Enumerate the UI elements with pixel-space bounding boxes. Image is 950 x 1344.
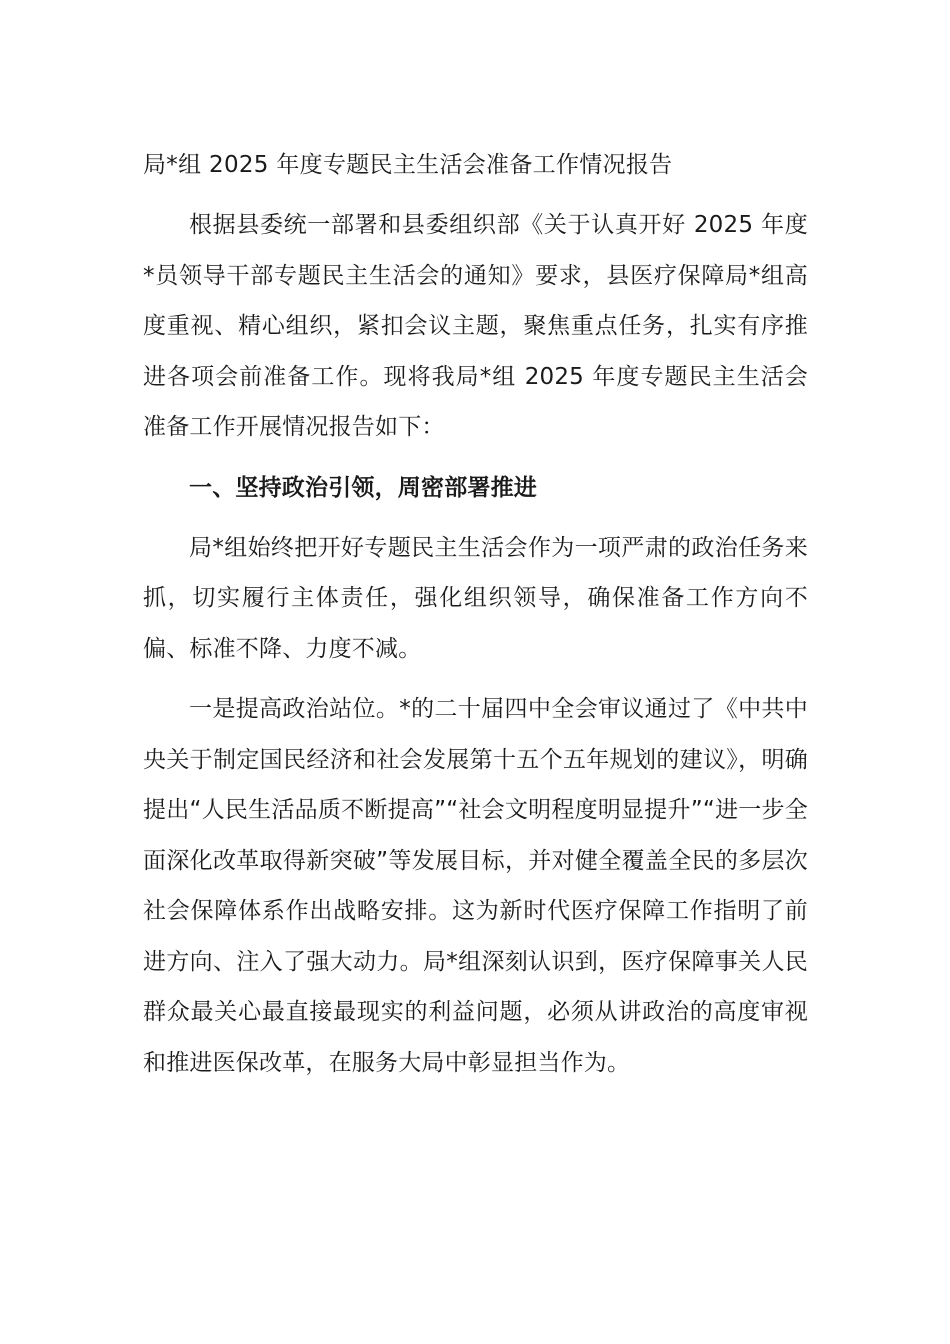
section-1-paragraph-2: 一是提高政治站位。*的二十届四中全会审议通过了《中共中央关于制定国民经济和社会发展第十五个五年规划的建议》，明确提出“人民生活品质不断提高”“社会文明程度明显提升”“进一步全面深化改革取得新突破”等发展目标，并对健全覆盖全民的多层次社会保障体系作出战略安排。这为新时代医疗保障工作指明了前进方向、注入了强大动力。局*组深刻认识到，医疗保障事关人民群众最关心最直接最现实的利益问题，必须从讲政治的高度审视和推进医保改革，在服务大局中彰显担当作为。 xyxy=(143,696,808,1076)
intro-paragraph: 根据县委统一部署和县委组织部《关于认真开好 2025 年度*员领导干部专题民主生活会的通知》要求，县医疗保障局*组高度重视、精心组织，紧扣会议主题，聚焦重点任务，扎实有序推进各项会前准备工作。现将我局*组 2025 年度专题民主生活会准备工作开展情况报告如下： xyxy=(143,212,808,440)
section-1-paragraph-1: 局*组始终把开好专题民主生活会作为一项严肃的政治任务来抓，切实履行主体责任，强化组织领导，确保准备工作方向不偏、标准不降、力度不减。 xyxy=(143,534,808,662)
document-page xyxy=(143,140,808,1088)
section-heading-1: 一、坚持政治引领，周密部署推进 xyxy=(189,474,537,501)
document-title: 局*组 2025 年度专题民主生活会准备工作情况报告 xyxy=(143,152,673,178)
